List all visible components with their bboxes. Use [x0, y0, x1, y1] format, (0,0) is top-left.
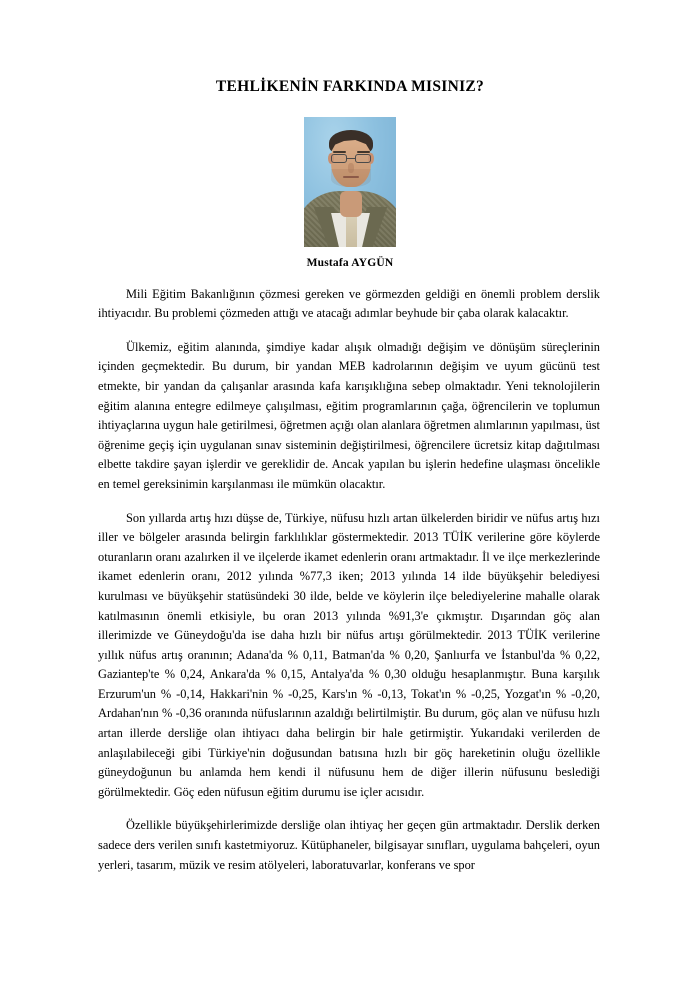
portrait-necktie — [346, 215, 357, 247]
paragraph: Özellikle büyükşehirlerimizde dersliğe olan ihtiyaç her geçen gün artmaktadır. Derslik derken sadece ders verilen sınıfı kastetmiyoruz. Kütüphaneler, bilgisayar sınıfları, uygulama bahçeleri, oyun yerleri, tasarım, müzik ve resim atölyeleri, laboratuvarlar, konferans ve spor — [98, 818, 600, 872]
page-title: TEHLİKENİN FARKINDA MISINIZ? — [215, 78, 485, 95]
portrait-eyebrow-left — [333, 151, 346, 153]
portrait-neck — [340, 191, 362, 217]
portrait-mouth — [343, 176, 359, 178]
portrait-lens-right — [355, 154, 371, 163]
author-figure — [0, 117, 700, 269]
portrait-glasses-bridge — [347, 158, 355, 159]
paragraph: Ülkemiz, eğitim alanında, şimdiye kadar alışık olmadığı değişim ve dönüşüm süreçlerinin içinden geçmektedir. Bu durum, bir yandan MEB kadrolarının değişim ve uyum gücünü test etmekte, bir yandan da çalışanlar arasında kafa karışıklığına sebep olmaktadır. Yeni teknolojilerin eğitim alanına entegre edilmeye çalışılması, eğitim programlarının çağa, öğrencilerin ve toplumun ihtiyaçlarına uygun hale getirilmesi, öğretmen açığı olan alanlara öğretmen alımlarının yapılması, üst öğrenime geçiş için uygulanan sınav sisteminin değiştirilmesi, öğrencilere ücretsiz kitap dağıtılması elbette takdire şayan işlerdir ve gereklidir de. Ancak yapılan bu işlerin hedefine ulaşması öncelikle en temel gereksinimin karşılanması ile mümkün olacaktır. — [98, 339, 601, 491]
document-body — [0, 285, 700, 876]
paragraph: Mili Eğitim Bakanlığının çözmesi gereken ve görmezden geldiği en önemli problem derslik ihtiyacıdır. Bu problemi çözmeden attığı ve atacağı adımlar beyhude bir çaba olarak kalacaktır. — [98, 286, 600, 321]
author-name: Mustafa AYGÜN — [306, 256, 394, 269]
portrait-nose — [348, 163, 354, 173]
portrait-lens-left — [331, 154, 347, 163]
portrait-eyebrow-right — [357, 151, 370, 153]
paragraph: Son yıllarda artış hızı düşse de, Türkiye, nüfusu hızlı artan ülkelerden biridir ve nüfus artış hızı iller ve bölgeler arasında belirgin farklılıklar göstermektedir. 2013 TÜİK verilerine göre köylerde oturanların oranı azalırken il ve ilçelerde ikamet edenlerin oranı artmaktadır. İl ve ilçe merkezlerinde ikamet edenlerin oranı, 2012 yılında %77,3 iken; 2013 yılında 14 ilde büyükşehir belediyesi kurulması ve büyükşehir statüsündeki 30 ilde, belde ve köylerin ilçe belediyelerine mahalle olarak katılmasının önemli etkisiyle, bu oran 2013 yılında %91,3'e çıkmıştır. Dışarından göç alan illerimizde ve Güneydoğu'da ise daha hızlı bir nüfus artışı görülmektedir. 2013 TÜİK verilerine yıllık nüfus artış oranının; Adana'da % 0,11, Batman'da % 0,20, Şanlıurfa ve İstanbul'da % 0,22, Gaziantep'te % 0,24, Ankara'da % 0,15, Antalya'da % 0,30 olduğu hesaplanmıştır. Buna karşılık Erzurum'un % -0,14, Hakkari'nin % -0,25, Kars'ın % -0,13, Tokat'ın % -0,25, Yozgat'ın % -0,20, Ardahan'nın % -0,36 oranında nüfuslarının azaldığı belirtilmiştir. Bu durum, göç alan ve nüfusu hızlı artan illerde dersliğe olan ihtiyacı daha belirgin bir hale getirmiştir. Yukarıdaki verilerden de anlaşılabileceği gibi Türkiye'nin doğusundan batısına hızlı bir göç hareketinin oluğu özellikle güneydoğunun bu anlamda hem kendi il nüfusunu hem de diğer illerin nüfusunu beslediği görülmektedir. Göç eden nüfusun eğitim durumu ise içler acısıdır. — [98, 510, 600, 799]
author-portrait-photo — [304, 117, 396, 247]
